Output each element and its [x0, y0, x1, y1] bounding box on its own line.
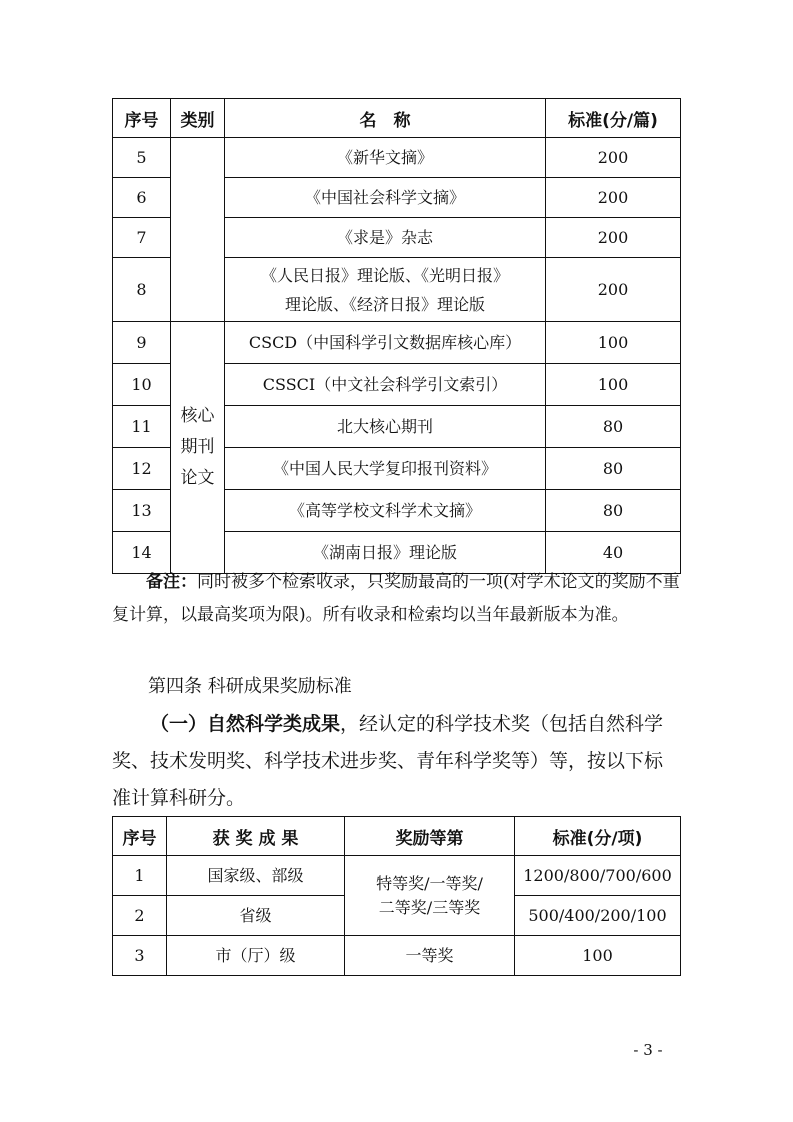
row-name: 《中国社会科学文摘》	[225, 178, 546, 218]
level-line: 二等奖/三等奖	[378, 897, 481, 917]
header-category: 类别	[171, 99, 225, 138]
row-score: 80	[546, 490, 681, 532]
header-no: 序号	[113, 817, 167, 856]
table-header-row	[113, 99, 681, 138]
header-score: 标准(分/项)	[515, 817, 681, 856]
row-score: 80	[546, 406, 681, 448]
row-score: 40	[546, 532, 681, 574]
row-score: 200	[546, 178, 681, 218]
row-name: 北大核心期刊	[225, 406, 546, 448]
category-core-journal	[171, 322, 225, 574]
category-cell-blank	[171, 138, 225, 322]
remark-text: 同时被多个检索收录，只奖励最高的一项(对学术论文的奖励不重复计算，以最高奖项为限)。所有收录和检索均以当年最新版本为准。	[112, 572, 680, 625]
row-score: 500/400/200/100	[515, 896, 681, 936]
row-score: 100	[546, 322, 681, 364]
header-no: 序号	[113, 99, 171, 138]
natural-science-text: ，经认定的科学技术奖（包括自然科学奖、技术发明奖、科学技术进步奖、青年科学奖等）等，按以下标准计算科研分。	[112, 713, 664, 809]
header-result: 获 奖 成 果	[167, 817, 345, 856]
row-no: 13	[113, 490, 171, 532]
remark-paragraph	[112, 566, 680, 632]
row-name: 《求是》杂志	[225, 218, 546, 258]
row-level-merged	[345, 856, 515, 936]
header-name: 名 称	[225, 99, 546, 138]
row-no: 7	[113, 218, 171, 258]
row-no: 14	[113, 532, 171, 574]
row-score: 80	[546, 448, 681, 490]
natural-science-paragraph	[112, 706, 680, 817]
category-line: 论文	[180, 468, 215, 488]
award-score-table	[112, 816, 681, 976]
row-no: 11	[113, 406, 171, 448]
category-line: 期刊	[180, 437, 215, 457]
header-score: 标准(分/篇)	[546, 99, 681, 138]
row-no: 9	[113, 322, 171, 364]
row-score: 100	[546, 364, 681, 406]
row-result: 国家级、部级	[167, 856, 345, 896]
row-no: 3	[113, 936, 167, 976]
row-name: CSSCI（中文社会科学引文索引）	[225, 364, 546, 406]
category-line: 核心	[180, 406, 215, 426]
page-number: - 3 -	[633, 1041, 663, 1059]
natural-science-label: （一）自然科学类成果	[150, 713, 341, 735]
row-no: 6	[113, 178, 171, 218]
journal-score-table	[112, 98, 681, 574]
row-name: 《中国人民大学复印报刊资料》	[225, 448, 546, 490]
row-no: 2	[113, 896, 167, 936]
row-result: 省级	[167, 896, 345, 936]
table-row	[113, 138, 681, 178]
row-name-line: 《人民日报》理论版、《光明日报》	[260, 265, 509, 285]
row-name	[225, 258, 546, 322]
row-name: 《高等学校文科学术文摘》	[225, 490, 546, 532]
row-no: 8	[113, 258, 171, 322]
header-level: 奖励等第	[345, 817, 515, 856]
level-line: 特等奖/一等奖/	[376, 873, 483, 893]
table-row	[113, 936, 681, 976]
table-header-row	[113, 817, 681, 856]
article-4-heading: 第四条 科研成果奖励标准	[148, 676, 352, 697]
row-name-line: 理论版、《经济日报》理论版	[284, 294, 485, 314]
row-no: 10	[113, 364, 171, 406]
row-level: 一等奖	[345, 936, 515, 976]
row-no: 5	[113, 138, 171, 178]
row-score: 1200/800/700/600	[515, 856, 681, 896]
row-no: 1	[113, 856, 167, 896]
remark-label: 备注：	[146, 572, 197, 592]
table-row	[113, 322, 681, 364]
row-score: 100	[515, 936, 681, 976]
row-name: 《新华文摘》	[225, 138, 546, 178]
row-result: 市（厅）级	[167, 936, 345, 976]
row-no: 12	[113, 448, 171, 490]
row-name: 《湖南日报》理论版	[225, 532, 546, 574]
row-score: 200	[546, 258, 681, 322]
row-score: 200	[546, 218, 681, 258]
row-name: CSCD（中国科学引文数据库核心库）	[225, 322, 546, 364]
row-score: 200	[546, 138, 681, 178]
table-row	[113, 856, 681, 896]
